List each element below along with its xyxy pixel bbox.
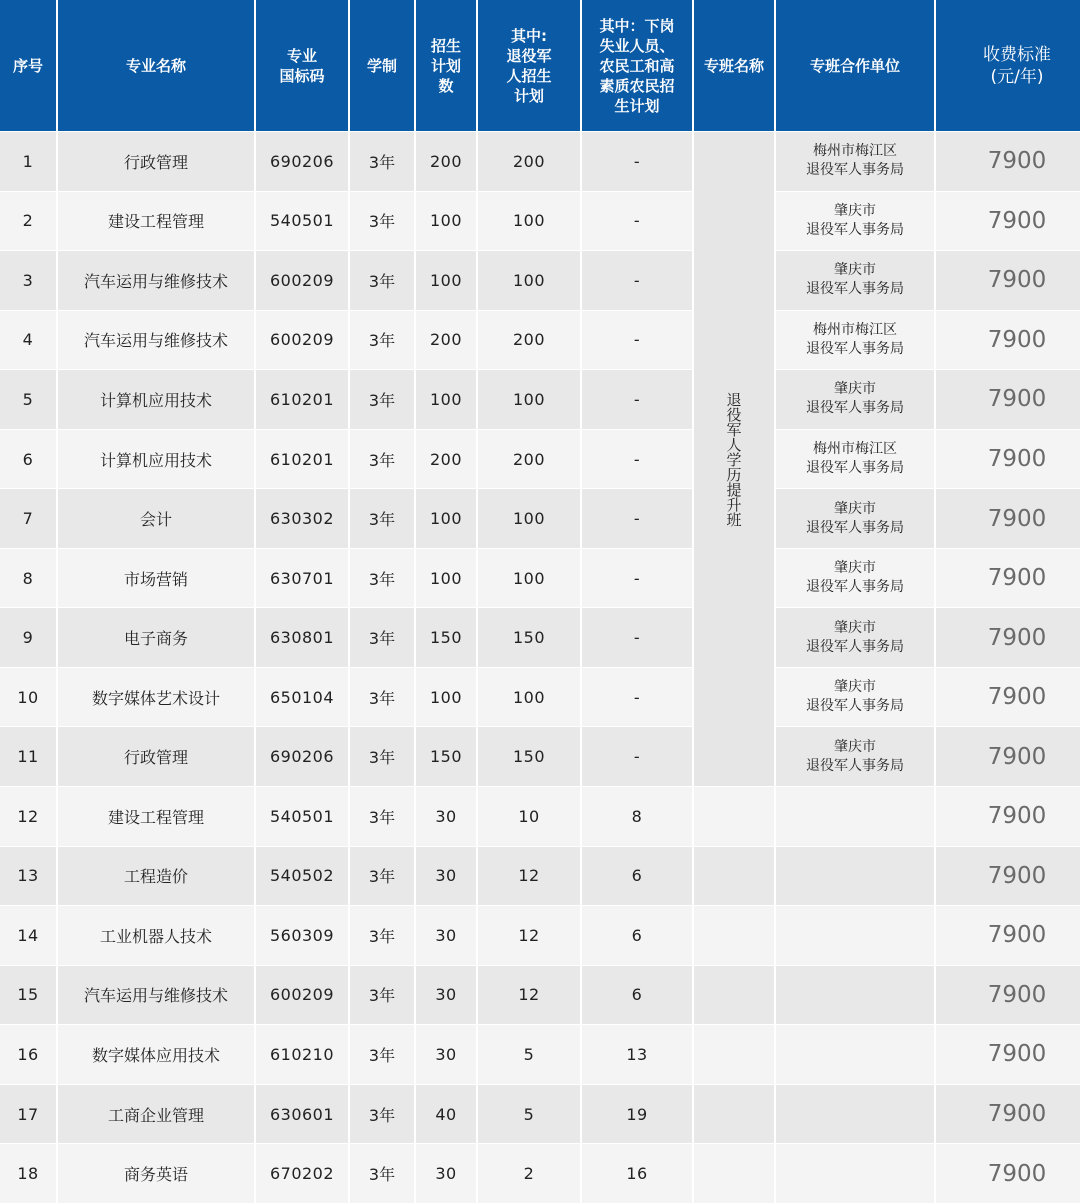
cell-plan: 100	[416, 489, 476, 548]
cell-years: 3年	[350, 906, 414, 965]
cell-years: 3年	[350, 1025, 414, 1084]
cell-fee: 7900	[936, 847, 1080, 906]
cell-code: 610210	[256, 1025, 348, 1084]
header-partner: 专班合作单位	[776, 0, 934, 131]
cell-years: 3年	[350, 311, 414, 370]
cell-fee: 7900	[936, 668, 1080, 727]
cell-code: 610201	[256, 370, 348, 429]
cell-major: 工业机器人技术	[58, 906, 254, 965]
cell-plan: 30	[416, 1025, 476, 1084]
cell-other-plan: -	[582, 132, 692, 191]
cell-fee: 7900	[936, 251, 1080, 310]
cell-code: 690206	[256, 132, 348, 191]
cell-major: 计算机应用技术	[58, 430, 254, 489]
cell-partner: 肇庆市 退役军人事务局	[776, 370, 934, 429]
cell-seq: 18	[0, 1144, 56, 1203]
cell-years: 3年	[350, 251, 414, 310]
header-plan: 招生 计划 数	[416, 0, 476, 131]
header-years: 学制	[350, 0, 414, 131]
cell-fee: 7900	[936, 549, 1080, 608]
cell-seq: 11	[0, 727, 56, 786]
cell-plan: 100	[416, 549, 476, 608]
cell-other-plan: -	[582, 370, 692, 429]
cell-partner: 肇庆市 退役军人事务局	[776, 727, 934, 786]
cell-plan: 100	[416, 370, 476, 429]
cell-veteran-plan: 100	[478, 549, 580, 608]
cell-veteran-plan: 5	[478, 1025, 580, 1084]
cell-years: 3年	[350, 727, 414, 786]
cell-fee: 7900	[936, 430, 1080, 489]
cell-major: 会计	[58, 489, 254, 548]
cell-other-plan: -	[582, 311, 692, 370]
cell-other-plan: 16	[582, 1144, 692, 1203]
cell-veteran-plan: 150	[478, 608, 580, 667]
cell-veteran-plan: 100	[478, 370, 580, 429]
cell-major: 电子商务	[58, 608, 254, 667]
cell-plan: 200	[416, 311, 476, 370]
cell-other-plan: -	[582, 549, 692, 608]
merged-class-name-text: 退役军人学历提升班	[724, 391, 743, 527]
cell-seq: 6	[0, 430, 56, 489]
cell-veteran-plan: 12	[478, 966, 580, 1025]
cell-class-name	[694, 847, 774, 906]
cell-partner: 梅州市梅江区 退役军人事务局	[776, 132, 934, 191]
cell-code: 690206	[256, 727, 348, 786]
cell-years: 3年	[350, 370, 414, 429]
cell-major: 行政管理	[58, 727, 254, 786]
cell-seq: 1	[0, 132, 56, 191]
cell-veteran-plan: 150	[478, 727, 580, 786]
cell-major: 工商企业管理	[58, 1085, 254, 1144]
cell-years: 3年	[350, 966, 414, 1025]
cell-plan: 100	[416, 251, 476, 310]
cell-code: 610201	[256, 430, 348, 489]
cell-partner: 肇庆市 退役军人事务局	[776, 192, 934, 251]
cell-veteran-plan: 200	[478, 311, 580, 370]
cell-years: 3年	[350, 608, 414, 667]
cell-code: 630302	[256, 489, 348, 548]
cell-seq: 15	[0, 966, 56, 1025]
merged-class-name-cell	[694, 132, 774, 786]
cell-partner	[776, 906, 934, 965]
cell-fee: 7900	[936, 966, 1080, 1025]
cell-partner	[776, 1025, 934, 1084]
cell-seq: 10	[0, 668, 56, 727]
cell-partner: 肇庆市 退役军人事务局	[776, 251, 934, 310]
cell-veteran-plan: 100	[478, 192, 580, 251]
cell-veteran-plan: 12	[478, 847, 580, 906]
cell-other-plan: 8	[582, 787, 692, 846]
cell-major: 汽车运用与维修技术	[58, 251, 254, 310]
cell-major: 数字媒体应用技术	[58, 1025, 254, 1084]
cell-partner	[776, 1085, 934, 1144]
cell-seq: 9	[0, 608, 56, 667]
cell-other-plan: -	[582, 430, 692, 489]
cell-fee: 7900	[936, 727, 1080, 786]
cell-partner	[776, 966, 934, 1025]
cell-years: 3年	[350, 847, 414, 906]
cell-fee: 7900	[936, 1144, 1080, 1203]
cell-veteran-plan: 200	[478, 430, 580, 489]
cell-seq: 5	[0, 370, 56, 429]
cell-years: 3年	[350, 430, 414, 489]
cell-partner: 肇庆市 退役军人事务局	[776, 668, 934, 727]
cell-years: 3年	[350, 668, 414, 727]
cell-plan: 100	[416, 668, 476, 727]
cell-years: 3年	[350, 132, 414, 191]
cell-major: 汽车运用与维修技术	[58, 311, 254, 370]
cell-fee: 7900	[936, 489, 1080, 548]
cell-major: 行政管理	[58, 132, 254, 191]
cell-class-name	[694, 906, 774, 965]
header-code: 专业 国标码	[256, 0, 348, 131]
cell-partner	[776, 1144, 934, 1203]
cell-plan: 200	[416, 132, 476, 191]
cell-code: 600209	[256, 966, 348, 1025]
cell-code: 540501	[256, 192, 348, 251]
cell-code: 540502	[256, 847, 348, 906]
cell-partner	[776, 787, 934, 846]
cell-fee: 7900	[936, 132, 1080, 191]
cell-code: 600209	[256, 251, 348, 310]
cell-seq: 4	[0, 311, 56, 370]
cell-other-plan: 6	[582, 906, 692, 965]
cell-plan: 30	[416, 1144, 476, 1203]
cell-fee: 7900	[936, 1025, 1080, 1084]
cell-seq: 16	[0, 1025, 56, 1084]
cell-fee: 7900	[936, 608, 1080, 667]
cell-veteran-plan: 10	[478, 787, 580, 846]
cell-seq: 2	[0, 192, 56, 251]
cell-plan: 30	[416, 906, 476, 965]
cell-seq: 14	[0, 906, 56, 965]
cell-major: 建设工程管理	[58, 787, 254, 846]
header-major: 专业名称	[58, 0, 254, 131]
cell-years: 3年	[350, 489, 414, 548]
cell-fee: 7900	[936, 1085, 1080, 1144]
cell-seq: 8	[0, 549, 56, 608]
cell-partner: 梅州市梅江区 退役军人事务局	[776, 430, 934, 489]
cell-major: 数字媒体艺术设计	[58, 668, 254, 727]
cell-fee: 7900	[936, 906, 1080, 965]
cell-class-name	[694, 1144, 774, 1203]
cell-code: 670202	[256, 1144, 348, 1203]
cell-plan: 40	[416, 1085, 476, 1144]
cell-seq: 3	[0, 251, 56, 310]
cell-other-plan: -	[582, 608, 692, 667]
cell-code: 630801	[256, 608, 348, 667]
cell-other-plan: 19	[582, 1085, 692, 1144]
cell-fee: 7900	[936, 787, 1080, 846]
cell-other-plan: -	[582, 668, 692, 727]
cell-veteran-plan: 100	[478, 489, 580, 548]
cell-partner	[776, 847, 934, 906]
cell-plan: 150	[416, 727, 476, 786]
cell-seq: 12	[0, 787, 56, 846]
header-veteran-plan: 其中: 退役军 人招生 计划	[478, 0, 580, 131]
cell-years: 3年	[350, 1085, 414, 1144]
cell-major: 建设工程管理	[58, 192, 254, 251]
cell-class-name	[694, 787, 774, 846]
cell-fee: 7900	[936, 192, 1080, 251]
cell-plan: 30	[416, 847, 476, 906]
cell-years: 3年	[350, 549, 414, 608]
cell-veteran-plan: 2	[478, 1144, 580, 1203]
cell-veteran-plan: 100	[478, 668, 580, 727]
cell-veteran-plan: 100	[478, 251, 580, 310]
cell-partner: 梅州市梅江区 退役军人事务局	[776, 311, 934, 370]
cell-seq: 7	[0, 489, 56, 548]
cell-other-plan: -	[582, 489, 692, 548]
cell-code: 540501	[256, 787, 348, 846]
cell-class-name	[694, 966, 774, 1025]
cell-code: 600209	[256, 311, 348, 370]
header-class-name: 专班名称	[694, 0, 774, 131]
cell-years: 3年	[350, 192, 414, 251]
header-other-plan: 其中：下岗 失业人员、 农民工和高 素质农民招 生计划	[582, 0, 692, 131]
cell-seq: 13	[0, 847, 56, 906]
cell-plan: 150	[416, 608, 476, 667]
cell-fee: 7900	[936, 370, 1080, 429]
cell-years: 3年	[350, 787, 414, 846]
cell-class-name	[694, 1025, 774, 1084]
cell-major: 汽车运用与维修技术	[58, 966, 254, 1025]
cell-veteran-plan: 200	[478, 132, 580, 191]
cell-other-plan: 13	[582, 1025, 692, 1084]
cell-other-plan: -	[582, 192, 692, 251]
cell-code: 650104	[256, 668, 348, 727]
header-seq: 序号	[0, 0, 56, 131]
cell-major: 计算机应用技术	[58, 370, 254, 429]
cell-plan: 200	[416, 430, 476, 489]
cell-veteran-plan: 5	[478, 1085, 580, 1144]
header-fee: 收费标准 (元/年)	[936, 0, 1080, 131]
cell-major: 市场营销	[58, 549, 254, 608]
cell-code: 560309	[256, 906, 348, 965]
cell-years: 3年	[350, 1144, 414, 1203]
cell-code: 630701	[256, 549, 348, 608]
cell-major: 商务英语	[58, 1144, 254, 1203]
cell-major: 工程造价	[58, 847, 254, 906]
cell-partner: 肇庆市 退役军人事务局	[776, 489, 934, 548]
cell-partner: 肇庆市 退役军人事务局	[776, 549, 934, 608]
cell-partner: 肇庆市 退役军人事务局	[776, 608, 934, 667]
cell-other-plan: 6	[582, 847, 692, 906]
cell-other-plan: -	[582, 727, 692, 786]
cell-fee: 7900	[936, 311, 1080, 370]
cell-seq: 17	[0, 1085, 56, 1144]
cell-plan: 30	[416, 966, 476, 1025]
cell-plan: 100	[416, 192, 476, 251]
cell-code: 630601	[256, 1085, 348, 1144]
cell-class-name	[694, 1085, 774, 1144]
cell-plan: 30	[416, 787, 476, 846]
cell-other-plan: -	[582, 251, 692, 310]
cell-other-plan: 6	[582, 966, 692, 1025]
cell-veteran-plan: 12	[478, 906, 580, 965]
